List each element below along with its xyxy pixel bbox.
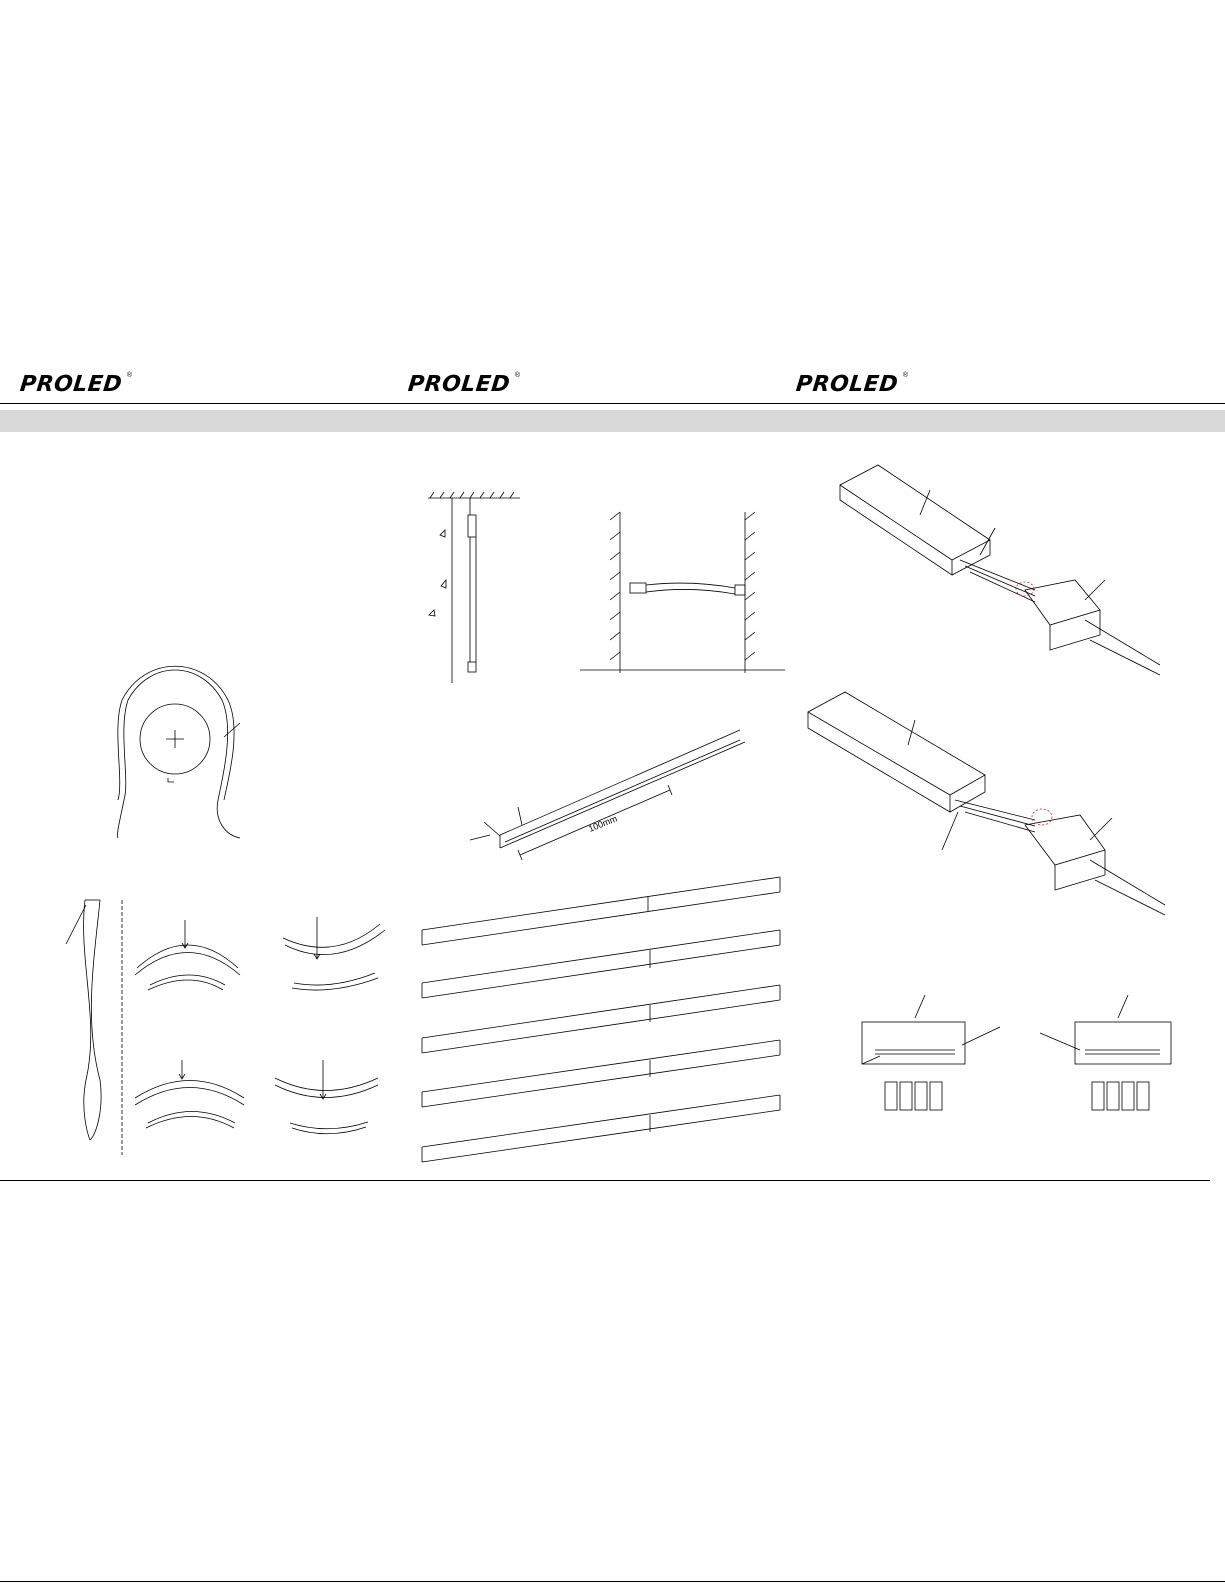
bend-direction-figures (135, 917, 385, 1134)
registered-mark: ® (126, 372, 133, 379)
registered-mark: ® (902, 372, 909, 379)
brand-logo-text: PROLED (794, 372, 900, 397)
connector-figure-bottom (808, 692, 1165, 915)
footer-link[interactable] (128, 1565, 268, 1577)
registered-mark: ® (514, 372, 521, 379)
strip-connection-figures (422, 877, 780, 1162)
highlight-marker (1032, 809, 1052, 825)
ceiling-mount-figure (428, 492, 520, 683)
bending-radius-figure (117, 666, 240, 838)
connector-figure-top (840, 465, 1160, 675)
wall-mount-figure (580, 512, 785, 673)
dimension-label: 100mm (587, 813, 619, 834)
brand-logo-text: PROLED (406, 372, 512, 397)
pin-diagram-right (1040, 995, 1171, 1110)
brand-logo-text: PROLED (18, 372, 124, 397)
pin-diagram-left (862, 995, 1000, 1110)
twist-figure (66, 900, 101, 1140)
page-bottom-rule (0, 1581, 1225, 1582)
cutting-figure (470, 730, 745, 860)
footer-rule (0, 1180, 1210, 1181)
